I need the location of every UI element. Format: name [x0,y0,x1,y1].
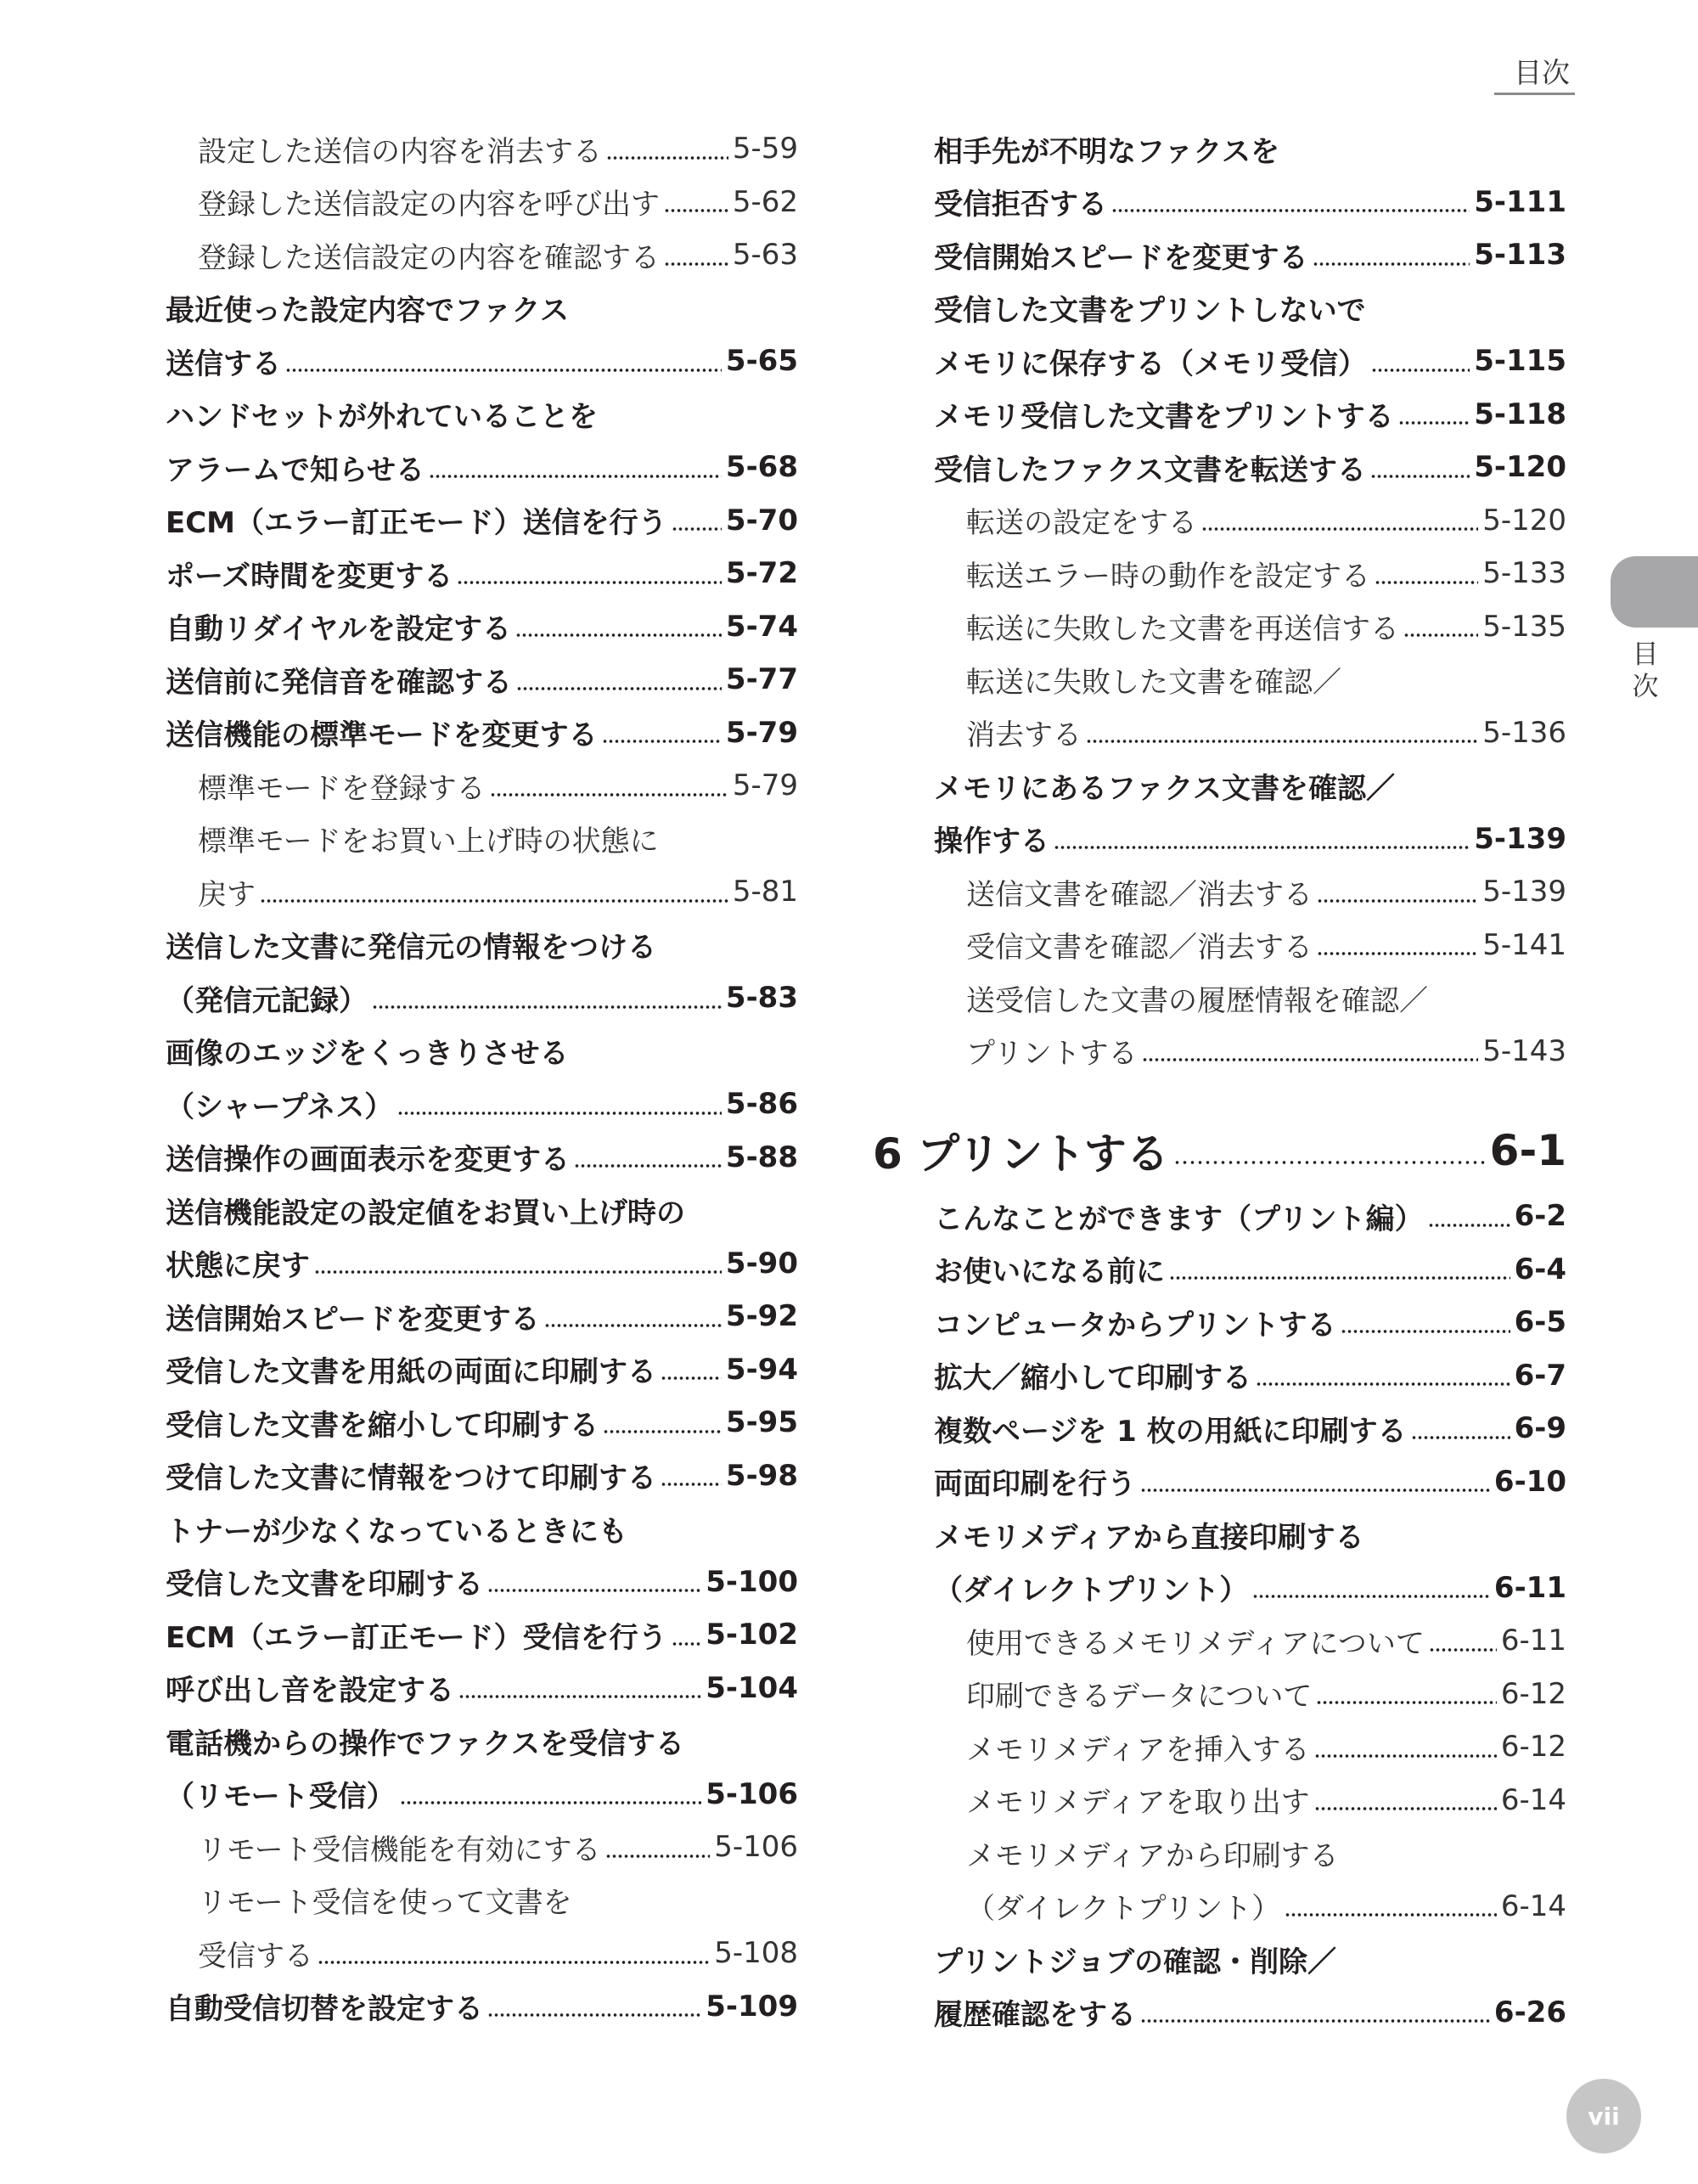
dot-leader [457,547,722,585]
toc-entry-title: 登録した送信設定の内容を呼び出す [198,188,660,222]
toc-page-number: 6-14 [1500,1782,1566,1817]
toc-page-number: 6-9 [1514,1411,1566,1446]
toc-page-number: 5-120 [1474,450,1566,485]
dot-leader [490,759,728,797]
toc-entry-title: 受信した文書を印刷する [166,1568,483,1602]
dot-leader [1285,1880,1497,1918]
header-rule [1494,93,1575,95]
toc-entry-title: 受信した文書を縮小して印刷する [166,1408,599,1443]
toc-entry-title: お使いになる前に [934,1255,1165,1290]
dot-leader [574,1131,722,1169]
toc-entry[interactable] [934,441,1566,494]
toc-page-number: 5-92 [725,1299,798,1334]
toc-page-number: 5-68 [725,450,798,485]
toc-entry[interactable] [934,494,1566,548]
toc-chapter-heading[interactable] [873,1112,1566,1190]
page-header-title: 目次 [1514,56,1570,89]
toc-entry-title: 送信開始スピードを変更する [166,1302,540,1337]
toc-entry-title: ECM（エラー訂正モード）受信を行う [166,1620,667,1655]
dot-leader [318,1927,710,1965]
toc-entry[interactable] [166,971,798,1025]
toc-entry[interactable] [166,1396,798,1449]
toc-entry[interactable] [166,653,798,706]
toc-page-number: 5-83 [725,981,798,1016]
toc-page-number: 5-109 [706,1989,798,2024]
toc-entry-title: こんなことができます（プリント編） [934,1202,1424,1236]
toc-entry[interactable] [166,1662,798,1715]
dot-leader [1371,335,1470,373]
toc-entry[interactable] [166,1927,798,1980]
toc-entry-title: 戻す [198,877,256,912]
toc-entry[interactable] [166,865,798,919]
toc-entry[interactable] [934,1986,1566,2040]
dot-leader [1054,813,1470,851]
toc-entry-title: 送信前に発信音を確認する [166,665,512,700]
page-number-badge: vii [1566,2079,1641,2153]
toc-entry [166,388,798,442]
toc-entry[interactable] [934,1562,1566,1615]
toc-entry[interactable] [934,1349,1566,1403]
dot-leader [1313,228,1470,267]
dot-leader [1403,600,1478,639]
dot-leader [314,1237,722,1275]
toc-entry-title: ポーズ時間を変更する [166,559,453,594]
toc-page-number: 5-98 [725,1458,798,1493]
toc-entry [934,122,1566,176]
toc-page-number: 5-115 [1474,344,1566,379]
toc-entry-title: リモート受信機能を有効にする [198,1832,601,1867]
toc-entry[interactable] [166,335,798,388]
toc-entry-title: 消去する [966,718,1082,753]
dot-leader [516,653,722,691]
toc-entry[interactable] [934,813,1566,866]
toc-entry[interactable] [166,600,798,654]
toc-entry-title: プリントする [966,1037,1138,1072]
toc-entry-title: （ダイレクトプリント） [934,1573,1249,1608]
toc-page-number: 5-143 [1482,1033,1566,1068]
toc-entry[interactable] [934,865,1566,919]
toc-page-number: 5-106 [706,1776,798,1811]
toc-entry[interactable] [166,1449,798,1503]
toc-entry[interactable] [934,1296,1566,1349]
toc-entry-title: 受信する [198,1939,313,1973]
toc-entry-title: 自動受信切替を設定する [166,1992,483,2027]
toc-entry-title: 相手先が不明なファクスを [934,134,1279,169]
toc-page-number: 5-104 [706,1670,798,1705]
toc-entry[interactable] [934,1668,1566,1721]
toc-entry[interactable] [934,1880,1566,1934]
toc-page-number: 5-118 [1474,397,1566,431]
toc-entry [166,1874,798,1928]
dot-leader [1398,388,1470,426]
toc-entry [166,919,798,972]
toc-entry[interactable] [166,1821,798,1874]
dot-leader [1201,494,1478,532]
toc-entry[interactable] [166,122,798,176]
toc-entry-title: ECM（エラー訂正モード）送信を行う [166,506,667,541]
toc-entry-title: メモリメディアから直接印刷する [934,1520,1364,1555]
toc-entry [934,1827,1566,1880]
toc-entry[interactable] [934,1190,1566,1243]
toc-entry-title: 受信文書を確認／消去する [966,931,1313,965]
toc-entry[interactable] [166,547,798,600]
dot-leader [1256,1349,1510,1388]
toc-entry-title: 転送エラー時の動作を設定する [966,559,1370,594]
toc-right-column [873,122,1566,2039]
toc-page-number: 6-5 [1514,1305,1566,1340]
toc-entry-title: 受信した文書を用紙の両面に印刷する [166,1355,656,1390]
toc-page-number: 5-135 [1482,609,1566,644]
toc-page-number: 5-77 [725,662,798,697]
toc-entry[interactable] [934,335,1566,388]
toc-entry-title: 操作する [934,825,1049,859]
toc-page-number: 5-113 [1474,238,1566,273]
dot-leader [1317,919,1478,957]
toc-page-number: 6-14 [1500,1888,1566,1923]
dot-leader [285,335,722,373]
toc-entry [166,1502,798,1556]
toc-entry[interactable] [934,176,1566,229]
toc-entry[interactable] [166,706,798,760]
toc-entry[interactable] [166,1290,798,1343]
toc-page-number: 5-74 [725,609,798,644]
toc-page-number: 5-136 [1482,715,1566,750]
toc-entry-title: 受信開始スピードを変更する [934,240,1308,275]
dot-leader [1140,1986,1490,2024]
toc-entry-title: 受信拒否する [934,188,1107,222]
toc-entry-title: 履歴確認をする [934,1998,1136,2033]
toc-entry [166,1025,798,1078]
dot-leader [664,228,728,267]
toc-entry-title: リモート受信を使って文書を [198,1886,572,1921]
toc-entry-title: 最近使った設定内容でファクス [166,294,569,329]
dot-leader [1411,1402,1510,1440]
toc-page-number: 5-86 [725,1087,798,1122]
toc-page-number: 5-81 [732,875,798,909]
toc-entry[interactable] [934,1720,1566,1774]
toc-entry[interactable] [166,1768,798,1821]
toc-page-number: 5-120 [1482,503,1566,538]
toc-entry-title: 標準モードを登録する [198,771,486,806]
dot-leader [672,1608,702,1646]
toc-entry-title: 呼び出し音を設定する [166,1674,454,1708]
toc-entry[interactable] [166,176,798,229]
dot-leader [1173,1112,1486,1166]
dot-leader [1316,1668,1497,1706]
toc-entry[interactable] [934,706,1566,760]
dot-leader [1317,865,1478,903]
toc-entry[interactable] [934,1614,1566,1668]
toc-entry-title: （発信元記録） [166,983,368,1018]
toc-entry-title: （ダイレクトプリント） [966,1892,1281,1927]
toc-page-number: 6-7 [1514,1358,1566,1393]
toc-entry-title: 転送の設定をする [966,506,1197,541]
toc-entry[interactable] [934,547,1566,600]
toc-entry[interactable] [166,1980,798,2034]
toc-entry [166,813,798,866]
dot-leader [1111,176,1470,214]
dot-leader [1140,1455,1490,1494]
toc-page-number: 5-141 [1482,927,1566,962]
dot-leader [603,1396,722,1434]
toc-entry [934,971,1566,1025]
dot-leader [1428,1190,1510,1228]
toc-page-number: 5-79 [725,715,798,750]
dot-leader [544,1290,722,1328]
toc-page-number: 6-11 [1493,1570,1566,1605]
toc-entry-title: 受信した文書をプリントしないで [934,294,1366,329]
toc-entry[interactable] [166,759,798,813]
toc-entry-title: 6 プリントする [873,1129,1169,1179]
toc-page-number: 5-106 [714,1830,798,1865]
toc-entry[interactable] [934,1402,1566,1455]
toc-entry-title: メモリメディアを挿入する [966,1732,1310,1767]
toc-entry-title: 印刷できるデータについて [966,1680,1313,1714]
toc-entry-title: 転送に失敗した文書を再送信する [966,612,1399,647]
toc-entry-title: トナーが少なくなっているときにも [166,1514,627,1549]
toc-entry-title: 送信した文書に発信元の情報をつける [166,931,656,965]
toc-page-number: 5-63 [732,238,798,273]
toc-page-number: 5-62 [732,184,798,219]
dot-leader [1341,1296,1510,1334]
toc-entry[interactable] [166,1237,798,1291]
dot-leader [429,441,722,479]
toc-entry-title: アラームで知らせる [166,453,424,487]
toc-page-number: 5-90 [725,1246,798,1281]
toc-entry-title: 拡大／縮小して印刷する [934,1361,1251,1396]
toc-entry-title: 転送に失敗した文書を確認／ [966,665,1341,700]
dot-leader [515,600,722,639]
toc-entry [934,1933,1566,1986]
toc-page-number: 6-10 [1493,1464,1566,1499]
toc-entry-title: 電話機からの操作でファクスを受信する [166,1726,684,1761]
toc-page-number: 5-111 [1474,184,1566,219]
toc-entry-title: 送信操作の画面表示を変更する [166,1143,570,1178]
toc-page-number: 5-100 [706,1564,798,1599]
toc-entry[interactable] [166,1556,798,1609]
toc-entry-title: 自動リダイヤルを設定する [166,612,511,647]
toc-entry [934,759,1566,813]
dot-leader [260,865,728,903]
toc-entry-title: プリントジョブの確認・削除／ [934,1945,1336,1979]
dot-leader [602,706,722,745]
toc-entry[interactable] [934,600,1566,654]
toc-page-number: 6-4 [1514,1252,1566,1286]
dot-leader [672,494,722,532]
toc-page-number: 5-94 [725,1352,798,1387]
toc-entry[interactable] [166,494,798,548]
toc-page-number: 5-133 [1482,556,1566,591]
toc-entry[interactable] [934,1025,1566,1078]
toc-page-number: 6-12 [1500,1730,1566,1765]
toc-page-number: 6-11 [1500,1624,1566,1658]
toc-entry [166,1714,798,1768]
toc-entry[interactable] [934,1455,1566,1509]
dot-leader [1169,1243,1510,1281]
toc-entry[interactable] [934,1774,1566,1827]
dot-leader [458,1662,701,1700]
toc-entry-title: 送信文書を確認／消去する [966,877,1313,912]
toc-entry-title: 送信機能設定の設定値をお買い上げ時の [166,1196,685,1230]
toc-page-number: 5-79 [732,768,798,803]
dot-leader [1375,547,1478,585]
dot-leader [487,1980,701,2018]
toc-entry-title: 両面印刷を行う [934,1467,1136,1502]
toc-entry [934,1508,1566,1562]
toc-entry-title: 受信したファクス文書を転送する [934,453,1366,487]
toc-entry [166,1184,798,1237]
toc-page-number: 5-72 [725,556,798,591]
dot-leader [605,1821,711,1859]
dot-leader [661,1449,722,1488]
toc-page-number: 5-95 [725,1405,798,1440]
toc-page-number: 6-1 [1489,1126,1566,1175]
dot-leader [1086,706,1478,745]
dot-leader [1252,1562,1490,1600]
toc-entry-title: 画像のエッジをくっきりさせる [166,1037,569,1072]
dot-leader [372,971,722,1010]
toc-entry-title: 登録した送信設定の内容を確認する [198,240,660,275]
toc-entry-title: コンピュータからプリントする [934,1308,1336,1342]
dot-leader [1314,1720,1497,1759]
toc-page-number: 5-139 [1474,821,1566,856]
toc-entry-title: 送受信した文書の履歴情報を確認／ [966,983,1428,1018]
dot-leader [1314,1774,1497,1812]
toc-page-number: 5-70 [725,503,798,538]
toc-entry [166,282,798,335]
side-tab-label: 目次 [1632,639,1659,702]
toc-entry-title: 設定した送信の内容を消去する [198,134,602,169]
toc-page-number: 6-26 [1493,1995,1566,2029]
toc-entry-title: メモリにあるファクス文書を確認／ [934,771,1395,806]
toc-page-number: 5-102 [706,1618,798,1652]
toc-entry[interactable] [166,1131,798,1185]
dot-leader [664,176,728,214]
dot-leader [397,1078,722,1116]
toc-entry-title: メモリ受信した文書をプリントする [934,400,1394,435]
toc-entry-title: 受信した文書に情報をつけて印刷する [166,1461,656,1496]
toc-entry-title: （シャープネス） [166,1089,394,1124]
chapter-index-tab[interactable] [1611,556,1698,628]
toc-entry-title: メモリメディアから印刷する [966,1838,1339,1873]
dot-leader [1370,441,1470,479]
toc-entry-title: 送信する [166,346,281,381]
dot-leader [487,1556,701,1594]
dot-leader [1142,1025,1479,1063]
toc-entry[interactable] [934,1243,1566,1297]
dot-leader [661,1343,722,1382]
toc-entry-title: （リモート受信） [166,1780,396,1815]
toc-entry[interactable] [934,388,1566,442]
toc-page-number: 5-65 [725,344,798,379]
toc-entry-title: ハンドセットが外れていることを [166,400,598,435]
toc-page-number: 5-59 [732,132,798,166]
toc-entry-title: 送信機能の標準モードを変更する [166,718,598,753]
dot-leader [606,122,728,160]
toc-entry[interactable] [166,1608,798,1662]
dot-leader [400,1768,702,1806]
toc-left-column [166,122,798,2033]
toc-entry[interactable] [166,1078,798,1131]
toc-entry[interactable] [166,441,798,494]
toc-page-number: 5-108 [714,1936,798,1971]
toc-entry-title: メモリメディアを取り出す [966,1786,1310,1821]
dot-leader [1429,1614,1497,1652]
toc-entry [934,653,1566,706]
toc-page-number: 5-88 [725,1140,798,1174]
toc-entry [934,282,1566,335]
toc-page-number: 5-139 [1482,875,1566,909]
toc-page-number: 6-12 [1500,1676,1566,1711]
toc-entry-title: 使用できるメモリメディアについて [966,1626,1425,1661]
toc-entry-title: 複数ページを 1 枚の用紙に印刷する [934,1414,1407,1449]
toc-page-number: 6-2 [1514,1199,1566,1234]
toc-entry[interactable] [166,1343,798,1397]
toc-entry[interactable] [934,228,1566,282]
toc-entry-title: 標準モードをお買い上げ時の状態に [198,825,659,859]
toc-entry[interactable] [166,228,798,282]
toc-entry-title: メモリに保存する（メモリ受信） [934,346,1367,381]
toc-entry-title: 状態に戻す [166,1249,310,1284]
toc-entry[interactable] [934,919,1566,972]
